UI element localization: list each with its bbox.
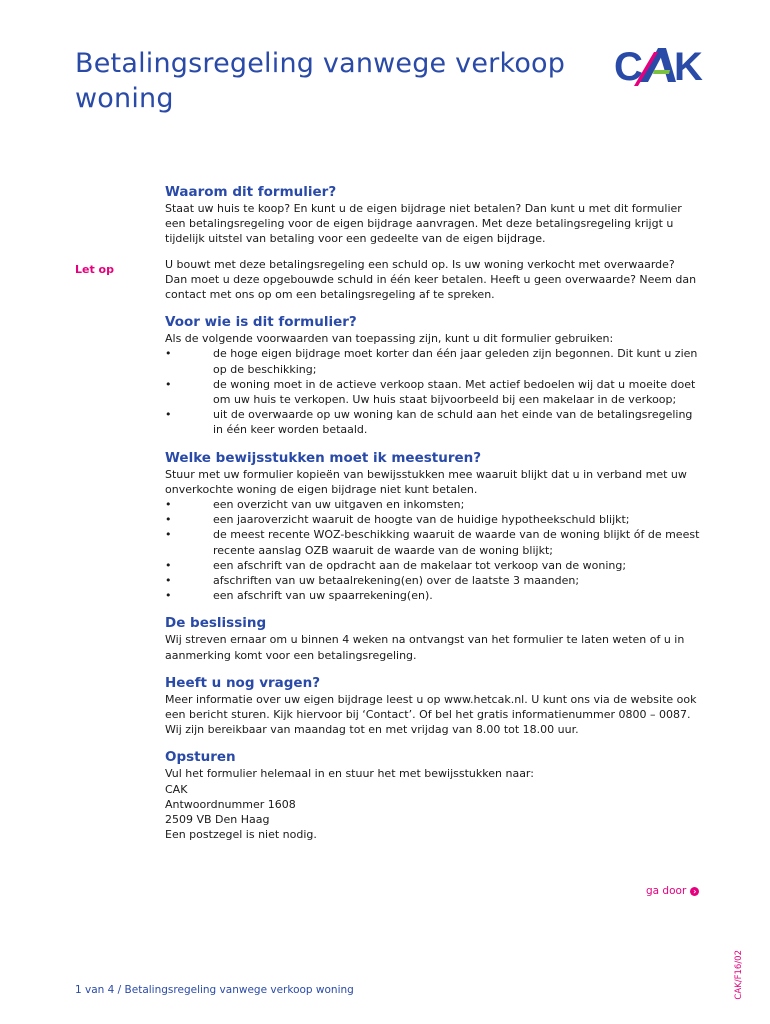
conditions-list: [165, 346, 700, 437]
list-item: • uit de overwaarde op uw woning kan de schuld aan het einde van de betalingsregeling in één keer worden betaald.: [165, 407, 700, 437]
list-item: • de woning moet in de actieve verkoop staan. Met actief bedoelen wij dat u moeite doet om uw huis te verkopen. Uw huis staat bijvoorbeeld bij een makelaar in de verkoop;: [165, 377, 700, 407]
section-heading: Welke bewijsstukken moet ik meesturen?: [165, 449, 482, 466]
section-letop: [165, 257, 700, 303]
section-text: Stuur met uw formulier kopieën van bewijsstukken mee waaruit blijkt dat u in verband met uw onverkochte woning de eigen bijdrage niet kunt betalen.: [165, 467, 687, 496]
arrow-right-icon: ›: [690, 887, 699, 896]
svg-text:K: K: [674, 45, 703, 86]
section-waarom: [165, 184, 700, 247]
list-item: • een afschrift van uw spaarrekening(en).: [165, 588, 700, 603]
section-heading: Heeft u nog vragen?: [165, 674, 321, 691]
evidence-list: [165, 497, 700, 603]
page-footer: 1 van 4 / Betalingsregeling vanwege verkoop woning: [75, 984, 354, 996]
section-heading: Waarom dit formulier?: [165, 184, 337, 200]
address-line: CAK: [165, 782, 188, 796]
document-code: CAK/F16/02: [734, 950, 744, 1000]
list-item: • een jaaroverzicht waaruit de hoogte van de huidige hypotheekschuld blijkt;: [165, 512, 700, 527]
section-text: Vul het formulier helemaal in en stuur het met bewijsstukken naar:: [165, 767, 534, 781]
section-vragen: [165, 675, 700, 738]
svg-text:C: C: [614, 45, 643, 86]
section-heading: De beslissing: [165, 615, 267, 632]
list-item: • de hoge eigen bijdrage moet korter dan één jaar geleden zijn begonnen. Dit kunt u zien op de beschikking;: [165, 346, 700, 376]
content: [165, 184, 700, 852]
section-opsturen: [165, 749, 700, 842]
let-op-label: Let op: [75, 263, 114, 276]
section-text: Meer informatie over uw eigen bijdrage leest u op www.hetcak.nl. U kunt ons via de website ook een bericht sturen. Kijk hiervoor bij ‘Contact’. Of bel het gratis informatienummer 0800 – 0087. Wij zijn bereikbaar van maandag tot en met vrijdag van 8.00 tot 18.00 uur.: [165, 692, 697, 737]
cak-logo: [612, 44, 728, 86]
list-item: • een afschrift van de opdracht aan de makelaar tot verkoop van de woning;: [165, 558, 700, 573]
section-heading: Opsturen: [165, 749, 236, 766]
list-item: • een overzicht van uw uitgaven en inkomsten;: [165, 497, 700, 512]
section-text: U bouwt met deze betalingsregeling een schuld op. Is uw woning verkocht met overwaarde? Dan moet u deze opgebouwde schuld in één keer betalen. Heeft u geen overwaarde? Neem dan contact met ons op om een betalingsregeling af te spreken.: [165, 257, 697, 302]
page-title: Betalingsregeling vanwege verkoop woning: [75, 48, 566, 114]
section-text: Wij streven ernaar om u binnen 4 weken na ontvangst van het formulier te laten weten of u in aanmerking komt voor een betalingsregeling.: [165, 633, 685, 662]
section-text: Staat uw huis te koop? En kunt u de eigen bijdrage niet betalen? Dan kunt u met dit formulier een betalingsregeling voor de eigen bijdrage aanvragen. Met deze betalingsregeling krijgt u tijdelijk uitstel van betaling voor een gedeelte van de eigen bijdrage.: [165, 202, 682, 246]
section-beslissing: [165, 615, 700, 662]
section-voorwie: [165, 314, 700, 437]
continue-label: ga door: [646, 885, 687, 897]
section-text: Als de volgende voorwaarden van toepassing zijn, kunt u dit formulier gebruiken:: [165, 332, 614, 346]
address-line: Antwoordnummer 1608: [165, 797, 296, 811]
section-bewijs: [165, 450, 700, 604]
continue-link[interactable]: [646, 885, 699, 897]
section-text: Een postzegel is niet nodig.: [165, 828, 317, 842]
list-item: • de meest recente WOZ-beschikking waaruit de waarde van de woning blijkt óf de meest recente aanslag OZB waaruit de waarde van de woning blijkt;: [165, 527, 700, 557]
section-heading: Voor wie is dit formulier?: [165, 314, 357, 331]
list-item: • afschriften van uw betaalrekening(en) over de laatste 3 maanden;: [165, 573, 700, 588]
address-line: 2509 VB Den Haag: [165, 813, 270, 827]
